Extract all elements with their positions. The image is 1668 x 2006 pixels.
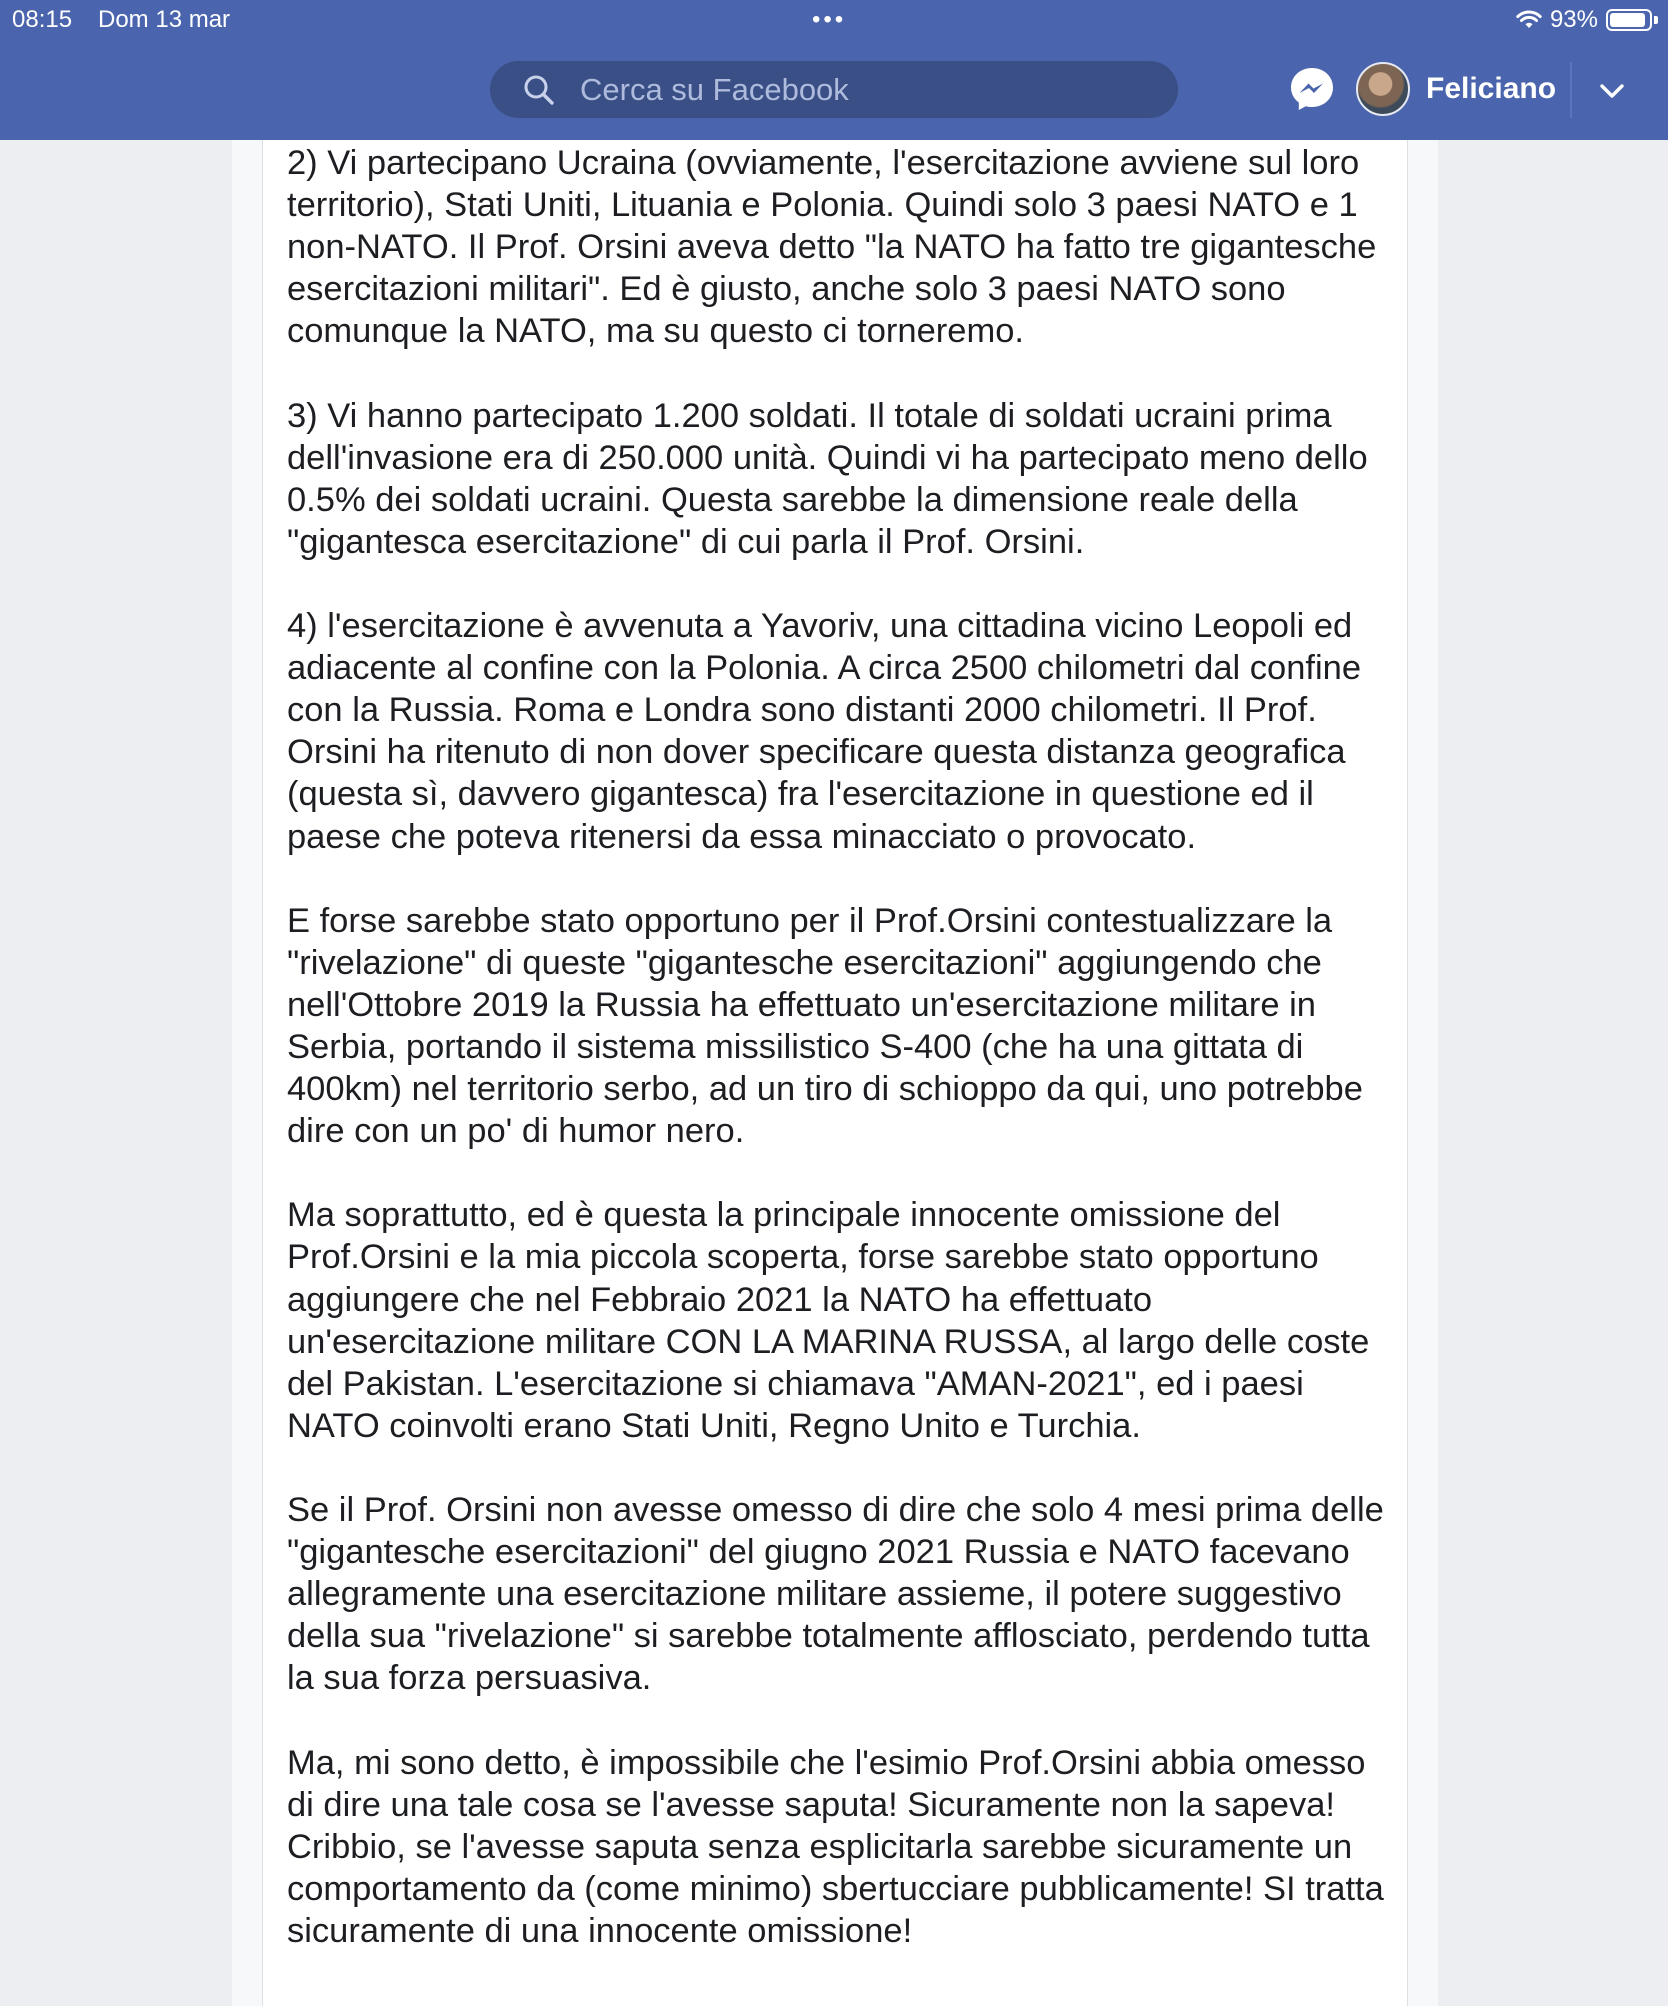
post-paragraph: Ma, mi sono detto, è impossibile che l'esimio Prof.Orsini abbia omesso di dire una tale cosa se l'avesse saputa! Sicuramente non la sapeva! Cribbio, se l'avesse saputa senza esplicitarla sarebbe sicuramente un comportamento da (come minimo) sbertucciare pubblicamente! SI tratta sicuramente di una innocente omissione! <box>287 1743 1384 1950</box>
top-bar <box>0 0 1668 140</box>
post-paragraph: 4) l'esercitazione è avvenuta a Yavoriv, una cittadina vicino Leopoli ed adiacente al confine con la Polonia. A circa 2500 chilometri dal confine con la Russia. Roma e Londra sono distanti 2000 chilometri. Il Prof. Orsini ha ritenuto di non dover specificare questa distanza geografica (questa sì, davvero gigantesca) fra l'esercitazione in questione ed il paese che poteva ritenersi da essa minacciato o provocato. <box>287 607 1362 856</box>
battery-percent: 93% <box>1549 6 1598 33</box>
status-date: Dom 13 mar <box>98 6 231 33</box>
chevron-down-icon[interactable] <box>1594 73 1630 109</box>
header-divider <box>1570 62 1572 118</box>
post-paragraph: 3) Vi hanno partecipato 1.200 soldati. Il totale di soldati ucraini prima dell'invasione era di 250.000 unità. Quindi vi ha partecipato meno dello 0.5% dei soldati ucraini. Questa sarebbe la dimensione reale della "gigantesca esercitazione" di cui parla il Prof. Orsini. <box>287 396 1368 561</box>
battery-icon <box>1606 9 1652 31</box>
post-paragraph: E forse sarebbe stato opportuno per il Prof.Orsini contestualizzare la "rivelazione" di queste "gigantesche esercitazioni" aggiungendo che nell'Ottobre 2019 la Russia ha effettuato un'esercitazione militare in Serbia, portando il sistema missilistico S-400 (che ha una gittata di 400km) nel territorio serbo, ad un tiro di schioppo da qui, uno potrebbe dire con un po' di humor nero. <box>287 901 1363 1151</box>
post-paragraph: Ma soprattutto, ed è questa la principale innocente omissione del Prof.Orsini e la mia piccola scoperta, forse sarebbe stato opportuno aggiungere che nel Febbraio 2021 la NATO ha effettuato un'esercitazione militare CON LA MARINA RUSSA, al largo delle coste del Pakistan. L'esercitazione si chiamava "AMAN-2021", ed i paesi NATO coinvolti erano Stati Uniti, Regno Unito e Turchia. <box>287 1196 1370 1445</box>
post-paragraph: 2) Vi partecipano Ucraina (ovviamente, l'esercitazione avviene sul loro territorio), Stati Uniti, Lituania e Polonia. Quindi solo 3 paesi NATO e 1 non-NATO. Il Prof. Orsini aveva detto "la NATO ha fatto tre gigantesche esercitazioni militari". Ed è giusto, anche solo 3 paesi NATO sono comunque la NATO, ma su questo ci torneremo. <box>287 144 1377 351</box>
search-icon <box>522 73 556 107</box>
search-input[interactable] <box>578 71 1142 109</box>
messenger-icon[interactable] <box>1287 64 1337 114</box>
battery-fill <box>1610 13 1645 27</box>
battery-tip <box>1654 16 1658 24</box>
profile-name[interactable]: Feliciano <box>1426 72 1557 105</box>
avatar[interactable] <box>1356 62 1410 116</box>
status-indicators <box>1516 6 1658 34</box>
multitasking-dots[interactable]: ••• <box>812 6 847 33</box>
post-paragraph: Se il Prof. Orsini non avesse omesso di dire che solo 4 mesi prima delle "gigantesche esercitazioni" del giugno 2021 Russia e NATO facevano allegramente una esercitazione militare assieme, il potere suggestivo della sua "rivelazione" si sarebbe totalmente afflosciato, perdendo tutta la sua forza persuasiva. <box>287 1491 1384 1698</box>
status-time: 08:15 <box>12 6 73 33</box>
post-text <box>287 142 1397 1994</box>
wifi-icon <box>1516 10 1542 30</box>
search-bar[interactable] <box>490 61 1178 118</box>
